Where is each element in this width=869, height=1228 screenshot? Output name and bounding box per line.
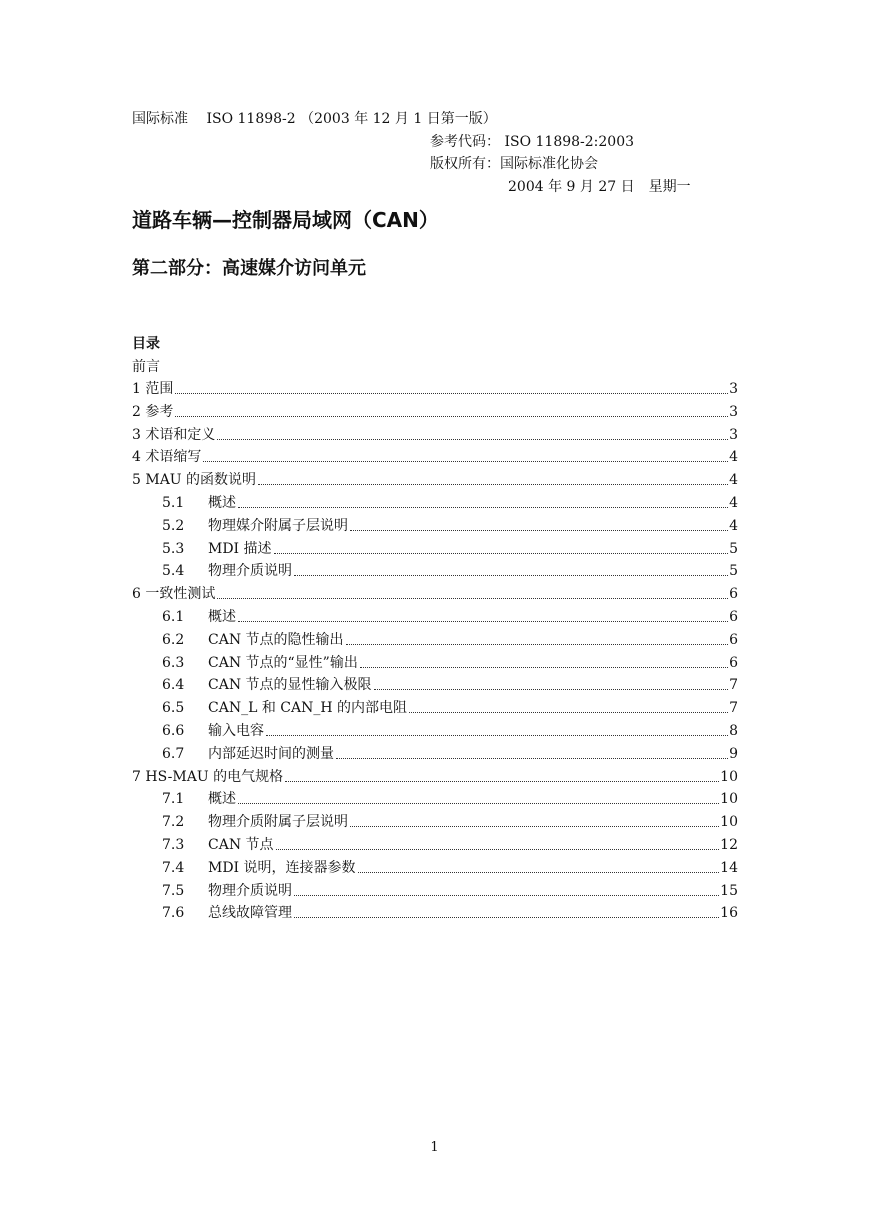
toc-entry-page: 6 (729, 609, 738, 625)
toc-entry-label: 物理介质说明 (208, 563, 292, 580)
toc-entry-label: 总线故障管理 (208, 905, 292, 922)
toc-entry-label: 1 范围 (132, 381, 174, 397)
toc-entry-number: 7.4 (162, 859, 185, 876)
toc-dot-leader (336, 758, 728, 759)
toc-entry[interactable] (162, 858, 738, 878)
toc-entry[interactable] (162, 561, 738, 581)
toc-dot-leader (266, 735, 728, 736)
toc-entry-label: 2 参考 (132, 403, 174, 420)
toc-dot-leader (238, 803, 719, 804)
toc-dot-leader (294, 917, 719, 918)
toc-entry-number: 6.1 (162, 609, 185, 625)
toc-entry[interactable] (162, 493, 738, 513)
toc-entry[interactable] (162, 653, 738, 673)
toc-entry-number: 6.3 (162, 654, 185, 671)
toc-dot-leader (409, 712, 728, 713)
toc-entry-page: 7 (729, 700, 738, 717)
toc-dot-leader (238, 507, 728, 508)
toc-entry[interactable] (162, 903, 738, 923)
toc-entry-label: 概述 (208, 609, 236, 625)
toc-entry-number: 5.3 (162, 540, 185, 557)
toc-dot-leader (294, 895, 719, 896)
toc-entry-label: CAN 节点的显性输入极限 (208, 677, 372, 694)
toc-entry-label: CAN_L 和 CAN_H 的内部电阻 (208, 700, 408, 717)
toc-dot-leader (175, 393, 728, 394)
toc-entry[interactable] (162, 698, 738, 718)
toc-entry-label: 输入电容 (208, 723, 264, 739)
toc-entry-label: MDI 描述 (208, 540, 272, 557)
toc-entry-label: CAN 节点的“显性”输出 (208, 654, 358, 671)
toc-entry-label: 6 一致性测试 (132, 586, 216, 603)
toc-entry-page: 14 (720, 859, 738, 876)
toc-entry-page: 5 (729, 563, 738, 580)
toc-entry-number: 7.2 (162, 814, 185, 831)
toc-entry-label: 概述 (208, 495, 236, 511)
toc-entry-page: 4 (729, 495, 738, 511)
toc-entry-label: 4 术语缩写 (132, 449, 202, 466)
toc-entry[interactable] (162, 539, 738, 559)
toc-dot-leader (203, 461, 728, 462)
toc-entry-label: CAN 节点 (208, 837, 274, 853)
toc-entry-label: 5 MAU 的函数说明 (132, 472, 257, 489)
toc-entry-label: 内部延迟时间的测量 (208, 745, 334, 762)
toc-entry-label: CAN 节点的隐性输出 (208, 631, 344, 648)
toc-entry-page: 3 (729, 403, 738, 420)
toc-entry-number: 6.4 (162, 677, 185, 694)
toc-entry-number: 6.2 (162, 631, 185, 648)
toc-dot-leader (285, 781, 719, 782)
toc-entry-page: 4 (729, 517, 738, 534)
toc-entry[interactable] (162, 744, 738, 764)
toc-entry-page: 15 (720, 882, 738, 899)
toc-entry[interactable] (132, 447, 738, 467)
toc-entry[interactable] (132, 425, 738, 445)
toc-dot-leader (276, 849, 720, 850)
toc-entry-page: 6 (729, 586, 738, 603)
toc-dot-leader (350, 530, 728, 531)
header-date: 2004 年 9 月 27 日 星期一 (508, 179, 691, 195)
toc-entry-label: 3 术语和定义 (132, 426, 216, 443)
toc-entry-label: 物理介质附属子层说明 (208, 814, 348, 831)
toc-entry-page: 12 (720, 837, 738, 853)
toc-entry-page: 7 (729, 677, 738, 694)
toc-entry[interactable] (132, 402, 738, 422)
toc-dot-leader (346, 644, 729, 645)
toc-entry-number: 5.1 (162, 495, 185, 511)
toc-entry-number: 6.7 (162, 745, 185, 762)
toc-dot-leader (350, 826, 719, 827)
toc-entry-page: 5 (729, 540, 738, 557)
toc-entry-page: 16 (720, 905, 738, 922)
toc-entry[interactable] (162, 812, 738, 832)
toc-entry[interactable] (162, 721, 738, 741)
toc-entry[interactable] (162, 881, 738, 901)
toc-entry-page: 6 (729, 631, 738, 648)
toc-entry-label: 物理媒介附属子层说明 (208, 517, 348, 534)
toc-entry-number: 7.5 (162, 882, 185, 899)
toc-entry[interactable] (162, 835, 738, 855)
toc-heading: 目录 (132, 336, 160, 352)
toc-entry[interactable] (132, 470, 738, 490)
toc-entry-page: 8 (729, 723, 738, 739)
toc-entry-page: 10 (720, 791, 738, 808)
toc-entry-number: 6.5 (162, 700, 185, 717)
toc-entry[interactable] (162, 630, 738, 650)
toc-entry-page: 10 (720, 814, 738, 831)
toc-dot-leader (360, 667, 728, 668)
toc-dot-leader (238, 621, 728, 622)
toc-dot-leader (217, 439, 728, 440)
toc-dot-leader (217, 598, 728, 599)
toc-entry-number: 6.6 (162, 723, 185, 739)
toc-entry-page: 6 (729, 654, 738, 671)
header-reference-code: 参考代码： ISO 11898-2:2003 (430, 134, 635, 150)
document-title: 道路车辆—控制器局域网（CAN） (132, 208, 439, 232)
toc-entry[interactable] (162, 516, 738, 536)
toc-entry-page: 3 (729, 426, 738, 443)
toc-entry-number: 7.3 (162, 837, 185, 853)
toc-entry-page: 10 (720, 768, 738, 785)
toc-entry-number: 5.2 (162, 517, 185, 534)
header-standard-line: 国际标准 ISO 11898-2 （2003 年 12 月 1 日第一版） (132, 111, 497, 127)
toc-entry-label: MDI 说明，连接器参数 (208, 859, 356, 876)
header-copyright: 版权所有：国际标准化协会 (430, 156, 598, 172)
toc-dot-leader (358, 872, 720, 873)
toc-entry[interactable] (162, 789, 738, 809)
toc-entry-number: 7.1 (162, 791, 185, 808)
toc-entry[interactable] (162, 607, 738, 627)
toc-entry-page: 9 (729, 745, 738, 762)
toc-entry[interactable] (132, 767, 738, 787)
toc-entry-page: 4 (729, 449, 738, 466)
page-number: 1 (430, 1140, 439, 1155)
toc-entry-number: 5.4 (162, 563, 185, 580)
toc-entry-label: 7 HS-MAU 的电气规格 (132, 768, 284, 785)
toc-entry-number: 7.6 (162, 905, 185, 922)
toc-foreword: 前言 (132, 359, 160, 375)
toc-dot-leader (175, 416, 728, 417)
toc-entry[interactable] (132, 379, 738, 399)
toc-dot-leader (274, 553, 729, 554)
toc-entry-page: 3 (729, 381, 738, 397)
toc-dot-leader (294, 575, 728, 576)
toc-dot-leader (258, 484, 728, 485)
toc-entry[interactable] (162, 675, 738, 695)
toc-entry-label: 概述 (208, 791, 236, 808)
toc-entry-page: 4 (729, 472, 738, 489)
document-subtitle: 第二部分：高速媒介访问单元 (132, 258, 366, 279)
toc-entry[interactable] (132, 584, 738, 604)
toc-entry-label: 物理介质说明 (208, 882, 292, 899)
toc-dot-leader (374, 689, 729, 690)
